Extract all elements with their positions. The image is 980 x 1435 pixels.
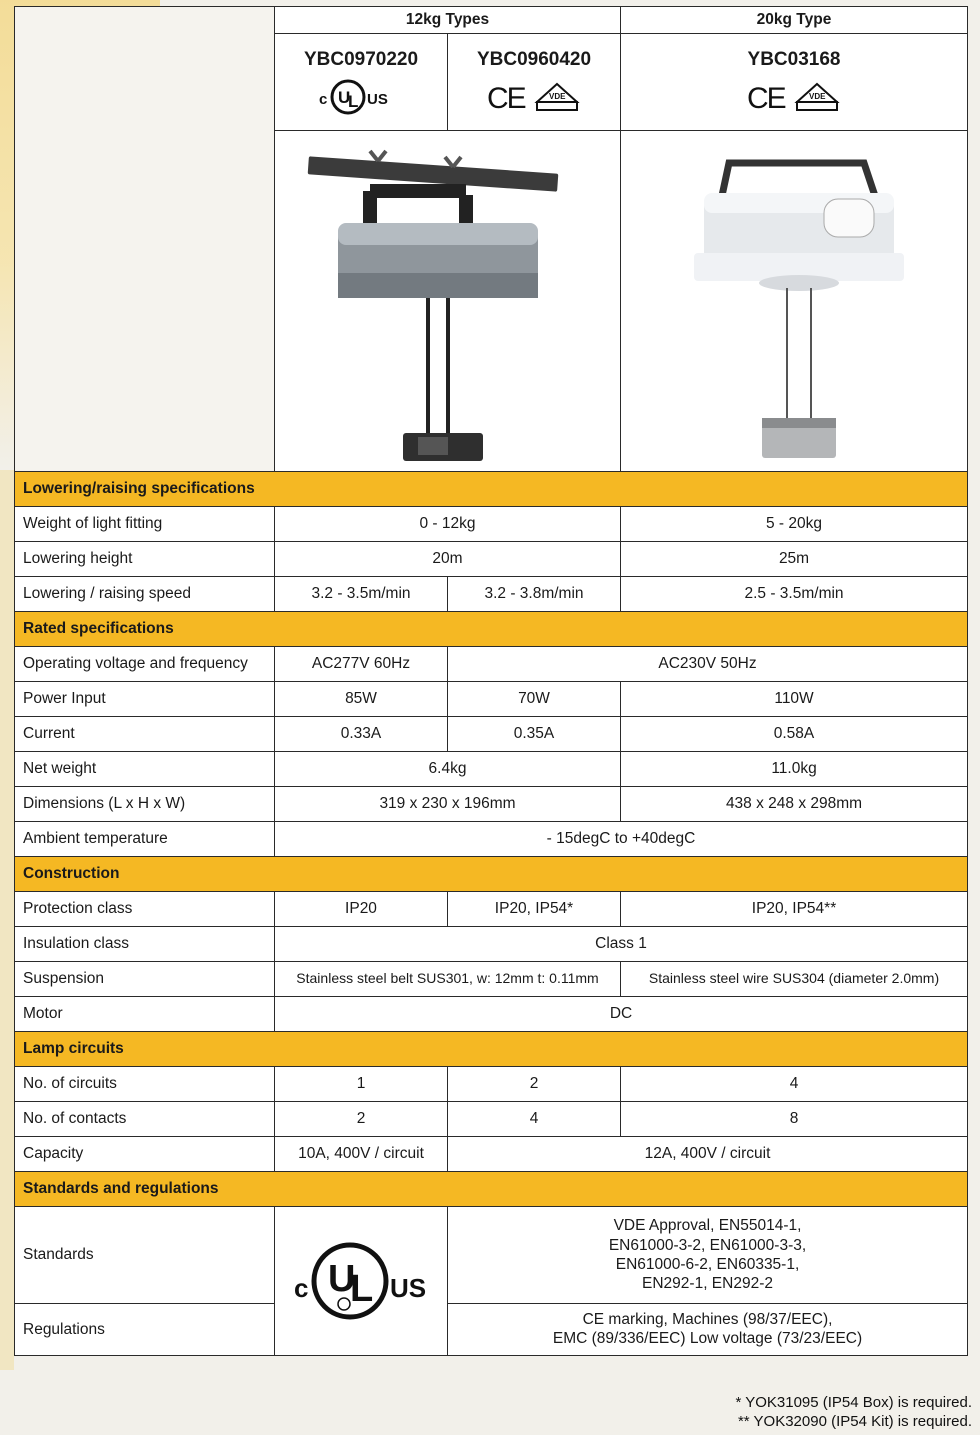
- ce-text: CE: [747, 81, 785, 115]
- row-label: Regulations: [15, 1304, 275, 1356]
- cul-us-large-icon: [286, 1233, 436, 1323]
- model-name: YBC03168: [747, 49, 841, 71]
- value-cell: 3.2 - 3.5m/min: [275, 577, 448, 612]
- row-label: Insulation class: [15, 927, 275, 962]
- model-cell-3: [621, 34, 968, 131]
- value-cell: Stainless steel wire SUS304 (diameter 2.0mm): [621, 962, 968, 997]
- value-cell: 12A, 400V / circuit: [448, 1137, 968, 1172]
- standards-line: EN61000-6-2, EN60335-1,: [615, 1256, 800, 1273]
- value-cell: IP20, IP54*: [448, 892, 621, 927]
- ce-vde-icon: [739, 78, 849, 116]
- row-label: Lowering height: [15, 542, 275, 577]
- value-cell: 0.35A: [448, 717, 621, 752]
- value-cell: 0.33A: [275, 717, 448, 752]
- ce-vde-icon: [479, 78, 589, 116]
- model-name: YBC0960420: [476, 49, 592, 71]
- row-label: Protection class: [15, 892, 275, 927]
- group-20kg-heading: 20kg Type: [621, 7, 968, 34]
- value-cell: 20m: [275, 542, 621, 577]
- value-cell: 10A, 400V / circuit: [275, 1137, 448, 1172]
- section-construction-heading: Construction: [15, 857, 968, 892]
- value-cell: 2.5 - 3.5m/min: [621, 577, 968, 612]
- standards-line: EN61000-3-2, EN61000-3-3,: [608, 1236, 807, 1254]
- cul-us-text: US: [367, 90, 388, 108]
- value-cell: DC: [275, 997, 968, 1032]
- standards-cell: [448, 1207, 968, 1304]
- row-label: Operating voltage and frequency: [15, 647, 275, 682]
- row-label: Current: [15, 717, 275, 752]
- product-image-12kg: [275, 131, 621, 472]
- cul-c-text: c: [294, 1273, 309, 1304]
- value-cell: IP20, IP54**: [621, 892, 968, 927]
- ul-logo-cell: [275, 1207, 448, 1356]
- standards-line: VDE Approval, EN55014-1,: [613, 1217, 802, 1235]
- row-label: Motor: [15, 997, 275, 1032]
- row-label: No. of circuits: [15, 1067, 275, 1102]
- value-cell: AC230V 50Hz: [448, 647, 968, 682]
- standards-line: EN292-1, EN292-2: [642, 1275, 773, 1293]
- regulations-cell: [448, 1304, 968, 1356]
- value-cell: 6.4kg: [275, 752, 621, 787]
- background-strip: [0, 470, 14, 1370]
- value-cell: 1: [275, 1067, 448, 1102]
- cul-us-icon: [311, 78, 411, 116]
- row-label: Ambient temperature: [15, 822, 275, 857]
- value-cell: 85W: [275, 682, 448, 717]
- value-cell: 4: [621, 1067, 968, 1102]
- value-cell: 11.0kg: [621, 752, 968, 787]
- regulations-line: CE marking, Machines (98/37/EEC),: [582, 1311, 833, 1328]
- value-cell: 110W: [621, 682, 968, 717]
- cul-us-text: US: [390, 1273, 427, 1304]
- row-label: Weight of light fitting: [15, 507, 275, 542]
- section-rated-heading: Rated specifications: [15, 612, 968, 647]
- value-cell: 8: [621, 1102, 968, 1137]
- row-label: Capacity: [15, 1137, 275, 1172]
- corner-blank: [15, 7, 275, 472]
- product-image-20kg: [621, 131, 968, 472]
- row-label: Net weight: [15, 752, 275, 787]
- row-label: Power Input: [15, 682, 275, 717]
- value-cell: 2: [448, 1067, 621, 1102]
- lowering-unit-12kg-illustration: [278, 133, 618, 463]
- value-cell: 2: [275, 1102, 448, 1137]
- vde-text: VDE: [549, 91, 566, 101]
- regulations-line: EMC (89/336/EEC) Low voltage (73/23/EEC): [552, 1330, 863, 1348]
- value-cell: AC277V 60Hz: [275, 647, 448, 682]
- row-label: Standards: [15, 1207, 275, 1304]
- value-cell: Stainless steel belt SUS301, w: 12mm t: 0.11mm: [275, 962, 621, 997]
- section-lamp-heading: Lamp circuits: [15, 1032, 968, 1067]
- value-cell: 70W: [448, 682, 621, 717]
- value-cell: 4: [448, 1102, 621, 1137]
- value-cell: 0.58A: [621, 717, 968, 752]
- footnote-ip54-kit: ** YOK32090 (IP54 Kit) is required.: [737, 1413, 972, 1430]
- model-cell-2: [448, 34, 621, 131]
- row-label: Lowering / raising speed: [15, 577, 275, 612]
- value-cell: - 15degC to +40degC: [275, 822, 968, 857]
- ce-text: CE: [487, 81, 525, 115]
- value-cell: IP20: [275, 892, 448, 927]
- svg-text:L: L: [348, 91, 359, 111]
- value-cell: 3.2 - 3.8m/min: [448, 577, 621, 612]
- value-cell: Class 1: [275, 927, 968, 962]
- lowering-unit-20kg-illustration: [644, 133, 944, 463]
- row-label: Dimensions (L x H x W): [15, 787, 275, 822]
- svg-text:U: U: [328, 1258, 356, 1301]
- group-12kg-heading: 12kg Types: [275, 7, 621, 34]
- svg-text:U: U: [338, 87, 351, 107]
- footnote-ip54-box: * YOK31095 (IP54 Box) is required.: [735, 1394, 972, 1411]
- section-standards-heading: Standards and regulations: [15, 1172, 968, 1207]
- cul-c-text: c: [319, 90, 328, 108]
- row-label: Suspension: [15, 962, 275, 997]
- section-lowering-heading: Lowering/raising specifications: [15, 472, 968, 507]
- value-cell: 5 - 20kg: [621, 507, 968, 542]
- value-cell: 0 - 12kg: [275, 507, 621, 542]
- vde-text: VDE: [809, 91, 826, 101]
- svg-text:L: L: [350, 1268, 374, 1311]
- value-cell: 319 x 230 x 196mm: [275, 787, 621, 822]
- spec-table: [14, 6, 968, 1356]
- row-label: No. of contacts: [15, 1102, 275, 1137]
- value-cell: 438 x 248 x 298mm: [621, 787, 968, 822]
- value-cell: 25m: [621, 542, 968, 577]
- model-name: YBC0970220: [303, 49, 419, 71]
- model-cell-1: [275, 34, 448, 131]
